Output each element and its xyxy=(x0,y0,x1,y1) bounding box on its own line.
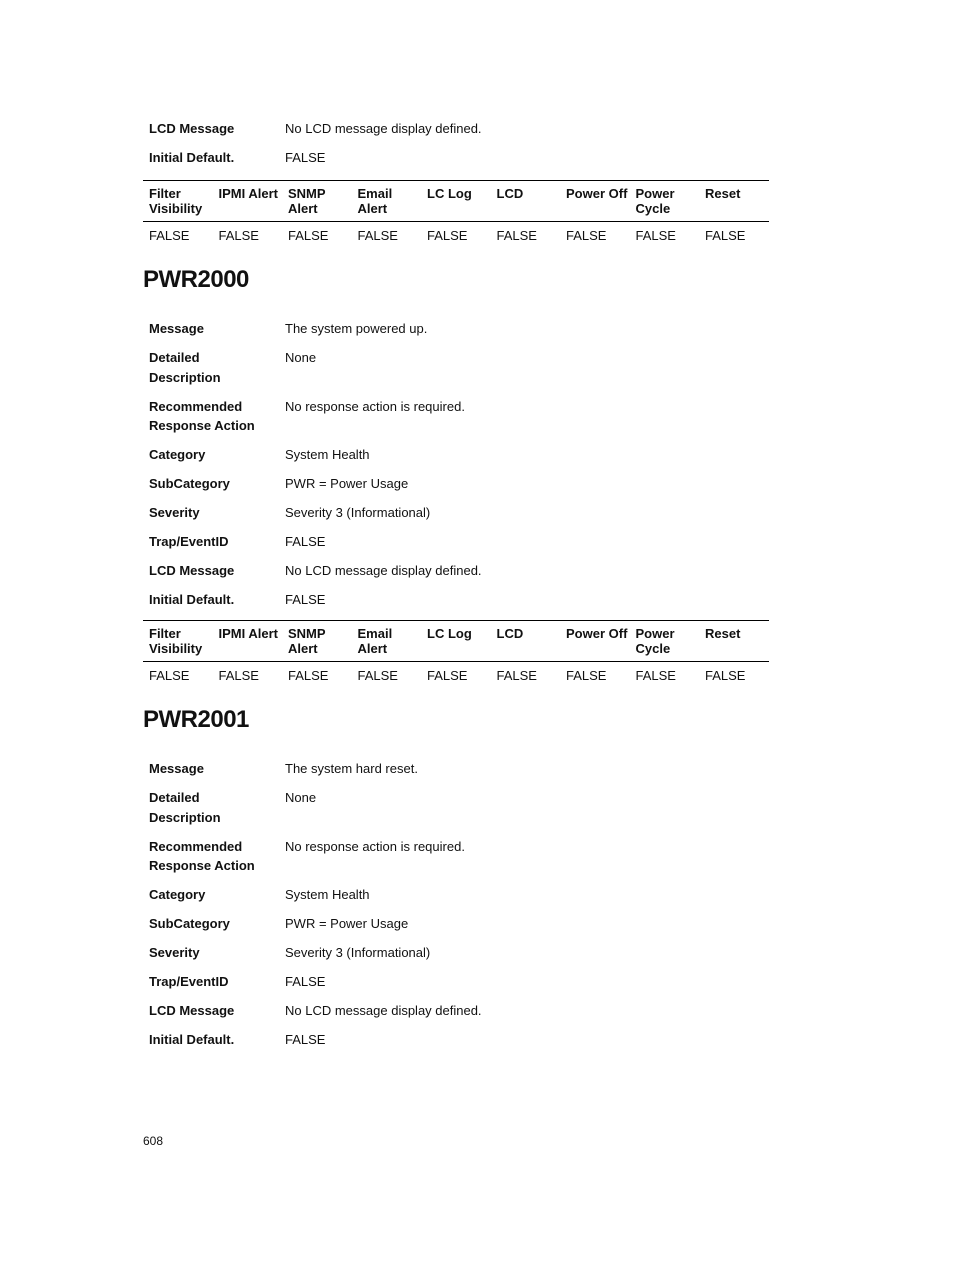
recommended-response-label: Recommended Response Action xyxy=(149,838,255,873)
pwr2000-details xyxy=(149,319,769,610)
trap-event-id-value: FALSE xyxy=(285,974,326,989)
trap-event-id-label: Trap/EventID xyxy=(149,974,229,989)
message-value: The system powered up. xyxy=(285,321,428,336)
subcategory-row xyxy=(149,914,769,934)
flag-value: FALSE xyxy=(496,228,537,243)
flag-header: Email Alert xyxy=(357,626,393,656)
initial-default-value: FALSE xyxy=(285,1032,326,1047)
flag-header: Filter Visibility xyxy=(149,626,203,656)
top-details xyxy=(149,119,769,168)
flags-value-row xyxy=(143,222,769,244)
lcd-message-label: LCD Message xyxy=(149,563,235,578)
initial-default-value: FALSE xyxy=(285,150,326,165)
category-row xyxy=(149,885,769,905)
subcategory-label: SubCategory xyxy=(149,916,230,931)
flag-value: FALSE xyxy=(218,668,259,683)
flag-value: FALSE xyxy=(705,228,746,243)
recommended-response-value: No response action is required. xyxy=(285,838,465,854)
flag-header: LCD xyxy=(496,626,524,641)
flag-value: FALSE xyxy=(357,668,398,683)
subcategory-label: SubCategory xyxy=(149,476,230,491)
detailed-description-label: Detailed Description xyxy=(149,790,221,825)
subcategory-row xyxy=(149,474,769,494)
flag-header: SNMP Alert xyxy=(288,626,326,656)
flag-header: Email Alert xyxy=(357,186,393,216)
flag-value: FALSE xyxy=(635,228,676,243)
lcd-message-row xyxy=(149,561,769,581)
trap-event-id-row xyxy=(149,972,769,992)
recommended-response-row xyxy=(149,837,769,876)
severity-row xyxy=(149,943,769,963)
flag-value: FALSE xyxy=(566,668,607,683)
lcd-message-value: No LCD message display defined. xyxy=(285,563,482,578)
flag-header: Power Cycle xyxy=(635,186,675,216)
flag-header: Reset xyxy=(705,186,741,201)
section-title-pwr2001: PWR2001 xyxy=(143,706,249,733)
flag-header: IPMI Alert xyxy=(218,186,278,201)
flag-header: Reset xyxy=(705,626,741,641)
pwr2000-flags-table xyxy=(143,620,769,684)
category-value: System Health xyxy=(285,887,370,902)
lcd-message-label: LCD Message xyxy=(149,121,235,136)
detailed-description-row xyxy=(149,788,769,827)
flag-header: Power Cycle xyxy=(635,626,675,656)
flag-header: LC Log xyxy=(427,626,472,641)
category-label: Category xyxy=(149,447,206,462)
flag-value: FALSE xyxy=(705,668,746,683)
recommended-response-row xyxy=(149,397,769,436)
flag-header: SNMP Alert xyxy=(288,186,326,216)
flag-value: FALSE xyxy=(288,228,329,243)
initial-default-label: Initial Default. xyxy=(149,592,235,607)
message-row xyxy=(149,759,769,779)
initial-default-row xyxy=(149,1030,769,1050)
message-row xyxy=(149,319,769,339)
detailed-description-row xyxy=(149,348,769,387)
flag-value: FALSE xyxy=(427,668,468,683)
trap-event-id-row xyxy=(149,532,769,552)
flag-value: FALSE xyxy=(149,228,190,243)
page-number: 608 xyxy=(143,1134,164,1148)
message-label: Message xyxy=(149,321,204,336)
severity-row xyxy=(149,503,769,523)
flag-header: Power Off xyxy=(566,626,628,641)
flag-value: FALSE xyxy=(288,668,329,683)
flag-value: FALSE xyxy=(357,228,398,243)
category-value: System Health xyxy=(285,447,370,462)
flag-header: LC Log xyxy=(427,186,472,201)
message-label: Message xyxy=(149,761,204,776)
pwr2001-details xyxy=(149,759,769,1050)
initial-default-value: FALSE xyxy=(285,592,326,607)
trap-event-id-value: FALSE xyxy=(285,534,326,549)
flag-header: Power Off xyxy=(566,186,628,201)
flags-header-row xyxy=(143,620,769,662)
flag-value: FALSE xyxy=(635,668,676,683)
trap-event-id-label: Trap/EventID xyxy=(149,534,229,549)
flag-header: LCD xyxy=(496,186,524,201)
severity-value: Severity 3 (Informational) xyxy=(285,505,431,520)
flag-value: FALSE xyxy=(496,668,537,683)
subcategory-value: PWR = Power Usage xyxy=(285,916,409,931)
lcd-message-row xyxy=(149,1001,769,1021)
subcategory-value: PWR = Power Usage xyxy=(285,476,409,491)
flags-value-row xyxy=(143,662,769,684)
flag-value: FALSE xyxy=(218,228,259,243)
initial-default-label: Initial Default. xyxy=(149,1032,235,1047)
recommended-response-value: No response action is required. xyxy=(285,398,465,414)
section-title-pwr2000: PWR2000 xyxy=(143,266,249,293)
severity-label: Severity xyxy=(149,945,200,960)
flag-value: FALSE xyxy=(566,228,607,243)
lcd-message-label: LCD Message xyxy=(149,1003,235,1018)
flag-value: FALSE xyxy=(149,668,190,683)
lcd-message-value: No LCD message display defined. xyxy=(285,121,482,136)
flag-header: Filter Visibility xyxy=(149,186,203,216)
severity-value: Severity 3 (Informational) xyxy=(285,945,431,960)
initial-default-label: Initial Default. xyxy=(149,150,235,165)
severity-label: Severity xyxy=(149,505,200,520)
lcd-message-row xyxy=(149,119,769,139)
category-label: Category xyxy=(149,887,206,902)
flag-header: IPMI Alert xyxy=(218,626,278,641)
top-flags-table xyxy=(143,180,769,244)
initial-default-row xyxy=(149,148,769,168)
flag-value: FALSE xyxy=(427,228,468,243)
message-value: The system hard reset. xyxy=(285,761,418,776)
initial-default-row xyxy=(149,590,769,610)
detailed-description-label: Detailed Description xyxy=(149,350,221,385)
detailed-description-value: None xyxy=(285,790,317,805)
flags-header-row xyxy=(143,180,769,222)
detailed-description-value: None xyxy=(285,350,317,365)
category-row xyxy=(149,445,769,465)
lcd-message-value: No LCD message display defined. xyxy=(285,1003,482,1018)
recommended-response-label: Recommended Response Action xyxy=(149,398,255,433)
